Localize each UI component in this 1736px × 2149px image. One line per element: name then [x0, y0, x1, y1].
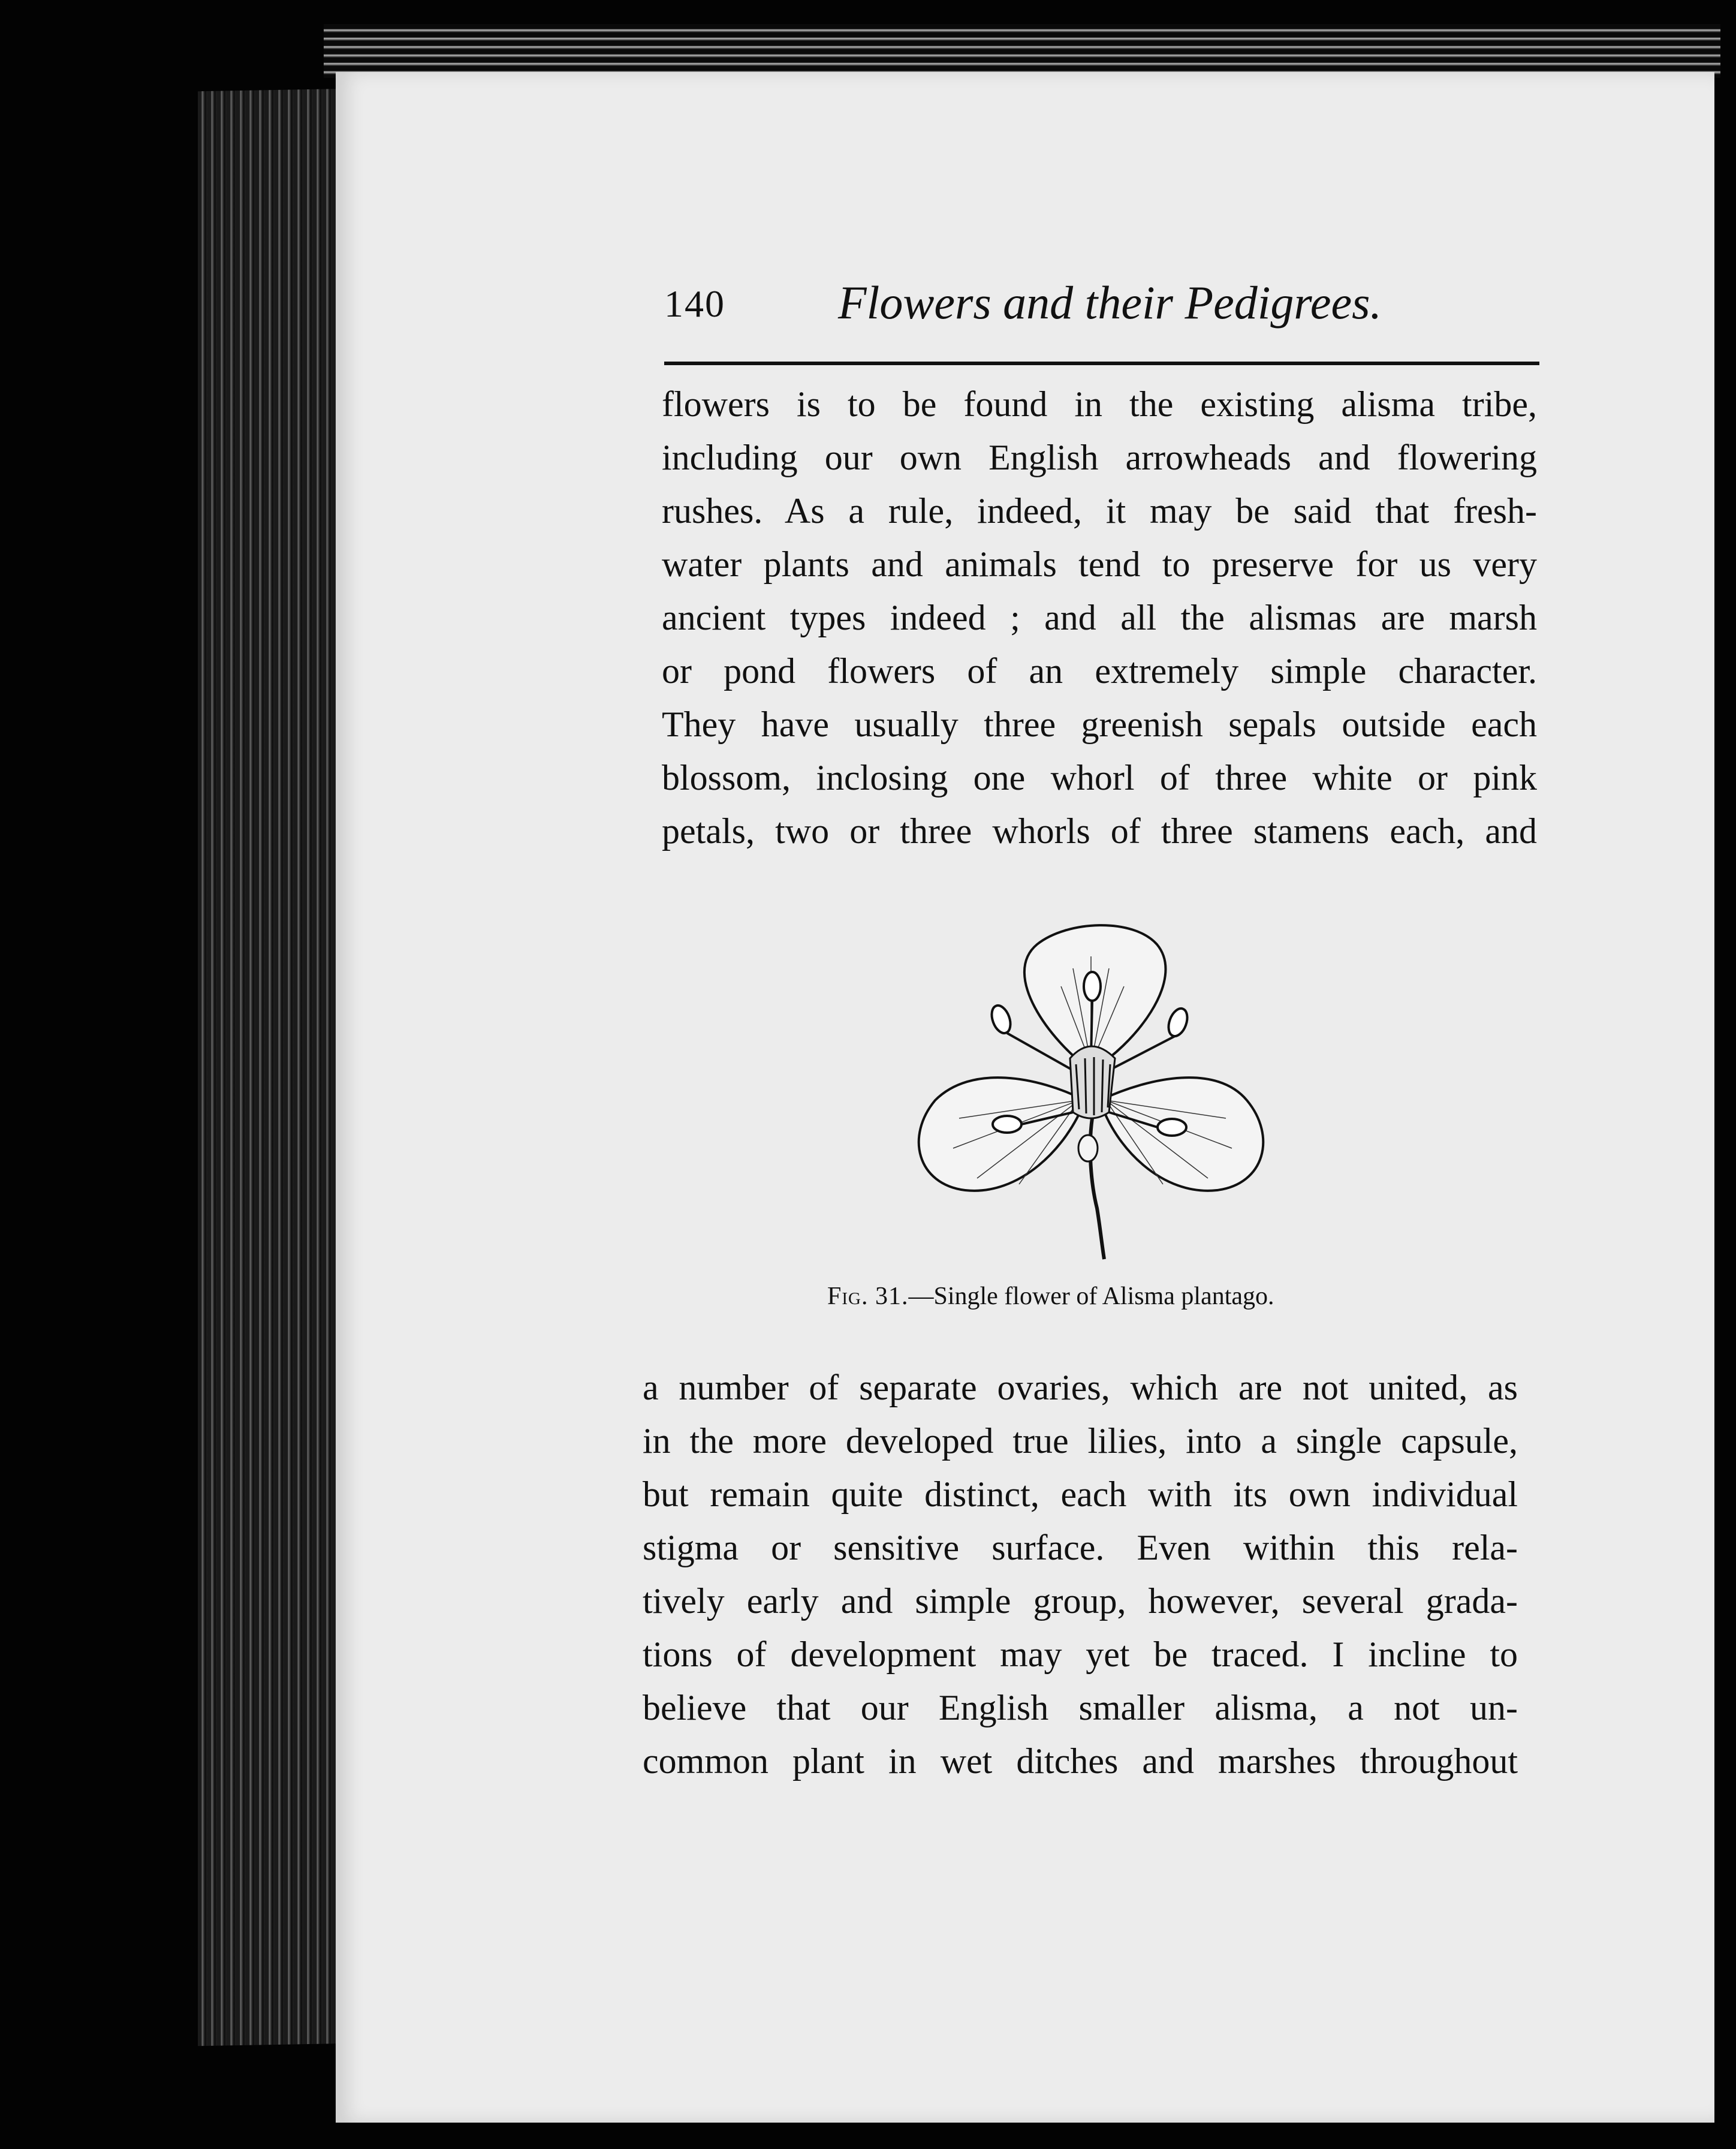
flower-illustration	[899, 920, 1283, 1268]
stamen	[1165, 1006, 1191, 1039]
text-line: but remain quite distinct, each with its own individual	[643, 1474, 1518, 1514]
text-line: petals, two or three whorls of three stamens each, and	[662, 811, 1537, 851]
text-line: ancient types indeed ; and all the alismas are marsh	[662, 598, 1537, 637]
text-line: including our own English arrowheads and flowering	[662, 438, 1537, 477]
stamen	[1158, 1119, 1186, 1136]
figure-caption	[827, 1282, 1367, 1311]
stamen	[993, 1116, 1021, 1133]
book-page-edges	[198, 89, 354, 2046]
figure-label: Fig. 31.	[827, 1283, 909, 1310]
text-line: blossom, inclosing one whorl of three white or pink	[662, 758, 1537, 797]
text-line: stigma or sensitive surface. Even within this rela-	[643, 1528, 1518, 1567]
figure-caption-text: —Single flower of Alisma plantago.	[908, 1283, 1274, 1310]
text-line: a number of separate ovaries, which are not united, as	[643, 1368, 1518, 1407]
text-line: common plant in wet ditches and marshes throughout	[643, 1741, 1518, 1781]
text-line: tively early and simple group, however, several grada-	[643, 1581, 1518, 1621]
text-line: They have usually three greenish sepals outside each	[662, 705, 1537, 744]
stamen	[988, 1003, 1014, 1036]
text-line: in the more developed true lilies, into a single capsule,	[643, 1421, 1518, 1461]
body-text-bottom	[643, 1361, 1518, 1788]
running-header	[664, 276, 1533, 348]
header-rule	[664, 362, 1539, 365]
text-line: tions of development may yet be traced. I incline to	[643, 1635, 1518, 1674]
book-top-edge	[324, 24, 1720, 78]
text-line: or pond flowers of an extremely simple character.	[662, 651, 1537, 691]
petal-left	[919, 1077, 1085, 1191]
text-line: rushes. As a rule, indeed, it may be said that fresh-	[662, 491, 1537, 531]
text-line: believe that our English smaller alisma, a not un-	[643, 1688, 1518, 1727]
body-text-top	[662, 378, 1537, 858]
text-line: flowers is to be found in the existing alisma tribe,	[662, 384, 1537, 424]
ovary-cluster	[1070, 1046, 1115, 1118]
stamen	[1084, 972, 1101, 1001]
running-title: Flowers and their Pedigrees.	[838, 276, 1382, 329]
text-line: water plants and animals tend to preserve for us very	[662, 544, 1537, 584]
page-number: 140	[664, 282, 725, 325]
